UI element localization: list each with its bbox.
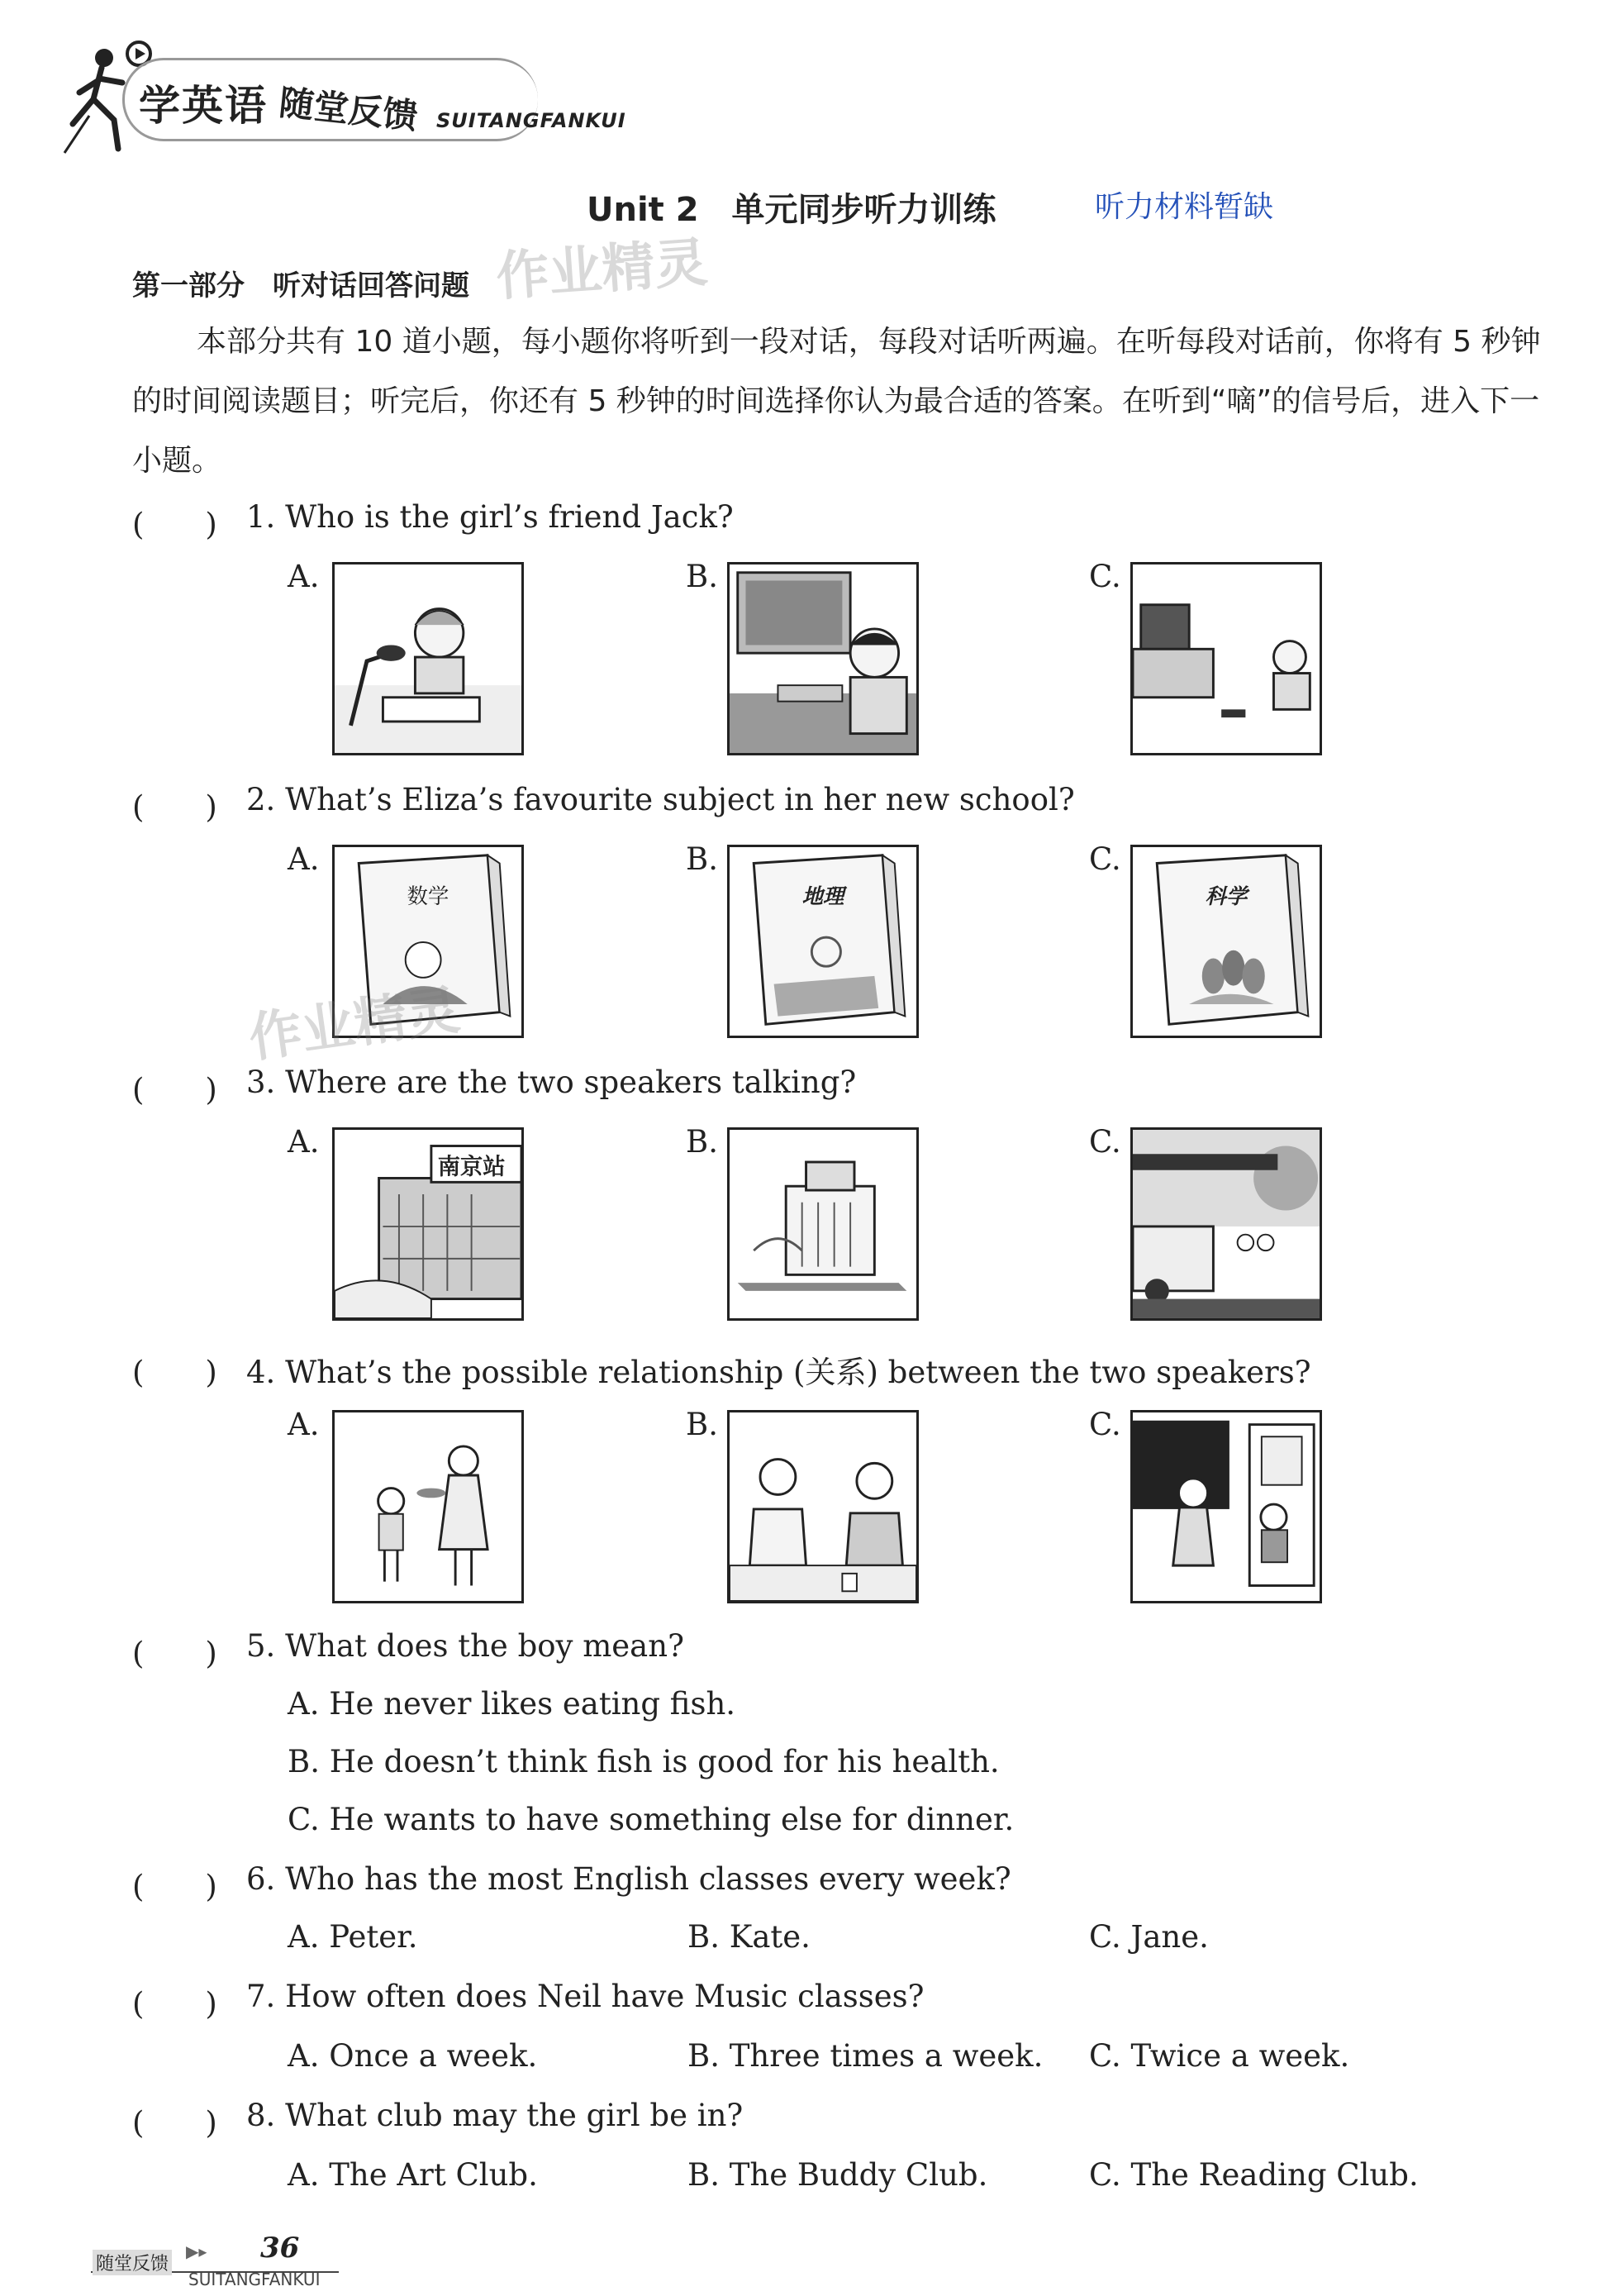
answer-blank[interactable]: ( )	[132, 1869, 217, 1904]
answer-blank[interactable]: ( )	[132, 507, 217, 542]
option-text[interactable]: B. Kate.	[687, 1919, 811, 1955]
option-label: A.	[288, 841, 320, 877]
section-intro: 本部分共有 10 道小题，每小题你将听到一段对话，每段对话听两遍。在听每段对话前，你将有 5 秒钟的时间阅读题目；听完后，你还有 5 秒钟的时间选择你认为最合适的答案。在听到“嘀”的信号后，进入下一小题。	[132, 325, 1541, 478]
option-text[interactable]: C. He wants to have something else for dinner.	[288, 1802, 1015, 1837]
book-title-science: 科学	[1205, 884, 1248, 909]
option-picture-mother-son[interactable]	[332, 1410, 524, 1603]
unit-title: Unit 2 单元同步听力训练	[587, 191, 996, 229]
option-picture-bus-stop[interactable]	[1130, 1127, 1322, 1321]
header-subtitle: 随堂反馈	[277, 82, 420, 137]
answer-blank[interactable]: ( )	[132, 2105, 217, 2141]
option-label: B.	[686, 1124, 718, 1160]
option-label: C.	[1089, 1407, 1121, 1442]
option-label: A.	[288, 559, 320, 594]
option-label: B.	[686, 841, 718, 877]
option-picture-doctor-patient[interactable]	[727, 1410, 919, 1603]
footer-tag-en: SUITANGFANKUI	[188, 2270, 321, 2289]
option-text[interactable]: C. Jane.	[1089, 1919, 1209, 1955]
header-logo	[56, 33, 651, 157]
option-text[interactable]: A. He never likes eating fish.	[288, 1686, 736, 1722]
option-picture-boy-tv[interactable]	[1130, 562, 1322, 755]
question-text: 8. What club may the girl be in?	[246, 2098, 744, 2133]
watermark: 作业精灵	[494, 232, 710, 308]
book-title-geography: 地理	[801, 884, 844, 909]
option-label: A.	[288, 1407, 320, 1442]
option-text[interactable]: A. Once a week.	[288, 2038, 538, 2074]
header-title: 学英语	[139, 82, 268, 130]
answer-blank[interactable]: ( )	[132, 789, 217, 825]
section-title: 第一部分 听对话回答问题	[132, 269, 469, 302]
question-text: 3. Where are the two speakers talking?	[246, 1065, 857, 1100]
question-text: 4. What’s the possible relationship (关系) between the two speakers?	[246, 1355, 1311, 1390]
option-label: C.	[1089, 559, 1121, 594]
page-number: 36	[260, 2232, 300, 2265]
answer-blank[interactable]: ( )	[132, 1986, 217, 2022]
option-text[interactable]: A. Peter.	[288, 1919, 418, 1955]
option-picture-boy-computer[interactable]	[727, 562, 919, 755]
option-text[interactable]: B. He doesn’t think fish is good for his health.	[288, 1744, 1000, 1779]
answer-blank[interactable]: ( )	[132, 1636, 217, 1671]
option-text[interactable]: B. The Buddy Club.	[687, 2157, 988, 2193]
question-text: 7. How often does Neil have Music classes?	[246, 1979, 925, 2014]
option-picture-train-station[interactable]	[332, 1127, 524, 1321]
option-picture-boy-writing[interactable]	[332, 562, 524, 755]
question-text: 6. Who has the most English classes every week?	[246, 1861, 1011, 1897]
listening-note: 听力材料暂缺	[1095, 190, 1274, 224]
option-label: B.	[686, 559, 718, 594]
question-text: 1. Who is the girl’s friend Jack?	[246, 499, 734, 535]
station-sign: 南京站	[437, 1154, 506, 1180]
option-picture-book-science[interactable]	[1130, 845, 1322, 1038]
answer-blank[interactable]: ( )	[132, 1355, 217, 1390]
option-text[interactable]: C. Twice a week.	[1089, 2038, 1350, 2074]
option-label: C.	[1089, 841, 1121, 877]
header-subtitle-en: SUITANGFANKUI	[436, 109, 626, 132]
option-text[interactable]: C. The Reading Club.	[1089, 2157, 1419, 2193]
book-title-math: 数学	[407, 884, 449, 909]
question-text: 2. What’s Eliza’s favourite subject in her new school?	[246, 782, 1075, 817]
footer-tag: 随堂反馈	[93, 2250, 172, 2275]
option-label: C.	[1089, 1124, 1121, 1160]
option-label: B.	[686, 1407, 718, 1442]
option-text[interactable]: A. The Art Club.	[288, 2157, 538, 2193]
answer-blank[interactable]: ( )	[132, 1072, 217, 1108]
option-text[interactable]: B. Three times a week.	[687, 2038, 1044, 2074]
watermark: 作业精灵	[245, 979, 464, 1070]
option-picture-teacher-student[interactable]	[1130, 1410, 1322, 1603]
option-label: A.	[288, 1124, 320, 1160]
question-text: 5. What does the boy mean?	[246, 1628, 684, 1664]
option-picture-book-geography[interactable]	[727, 845, 919, 1038]
footer-arrow-icon: ▶▸	[186, 2241, 207, 2261]
option-picture-airport[interactable]	[727, 1127, 919, 1321]
